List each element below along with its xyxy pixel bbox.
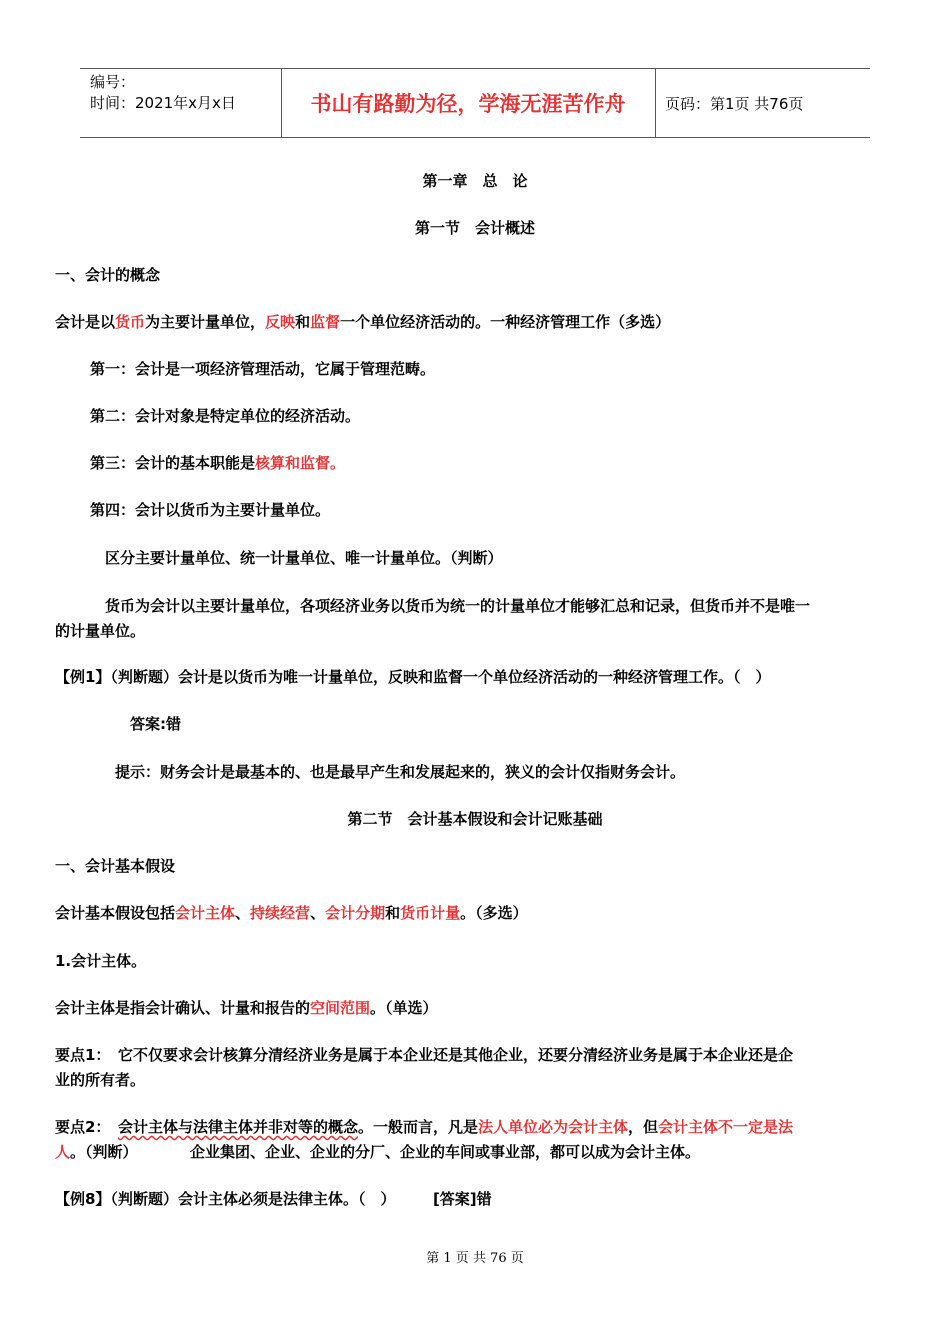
key-point: [55, 1117, 793, 1137]
header-meta: [90, 72, 236, 114]
text: 第三：会计的基本职能是: [90, 454, 256, 472]
highlight: 会计分期: [325, 904, 386, 922]
hint: 提示：财务会计是最基本的、也是最早产生和发展起来的，狭义的会计仅指财务会计。: [115, 763, 686, 781]
text: 、: [235, 904, 251, 922]
answer: 答案:错: [130, 715, 181, 733]
point-item: 第四：会计以货币为主要计量单位。: [90, 501, 331, 519]
text: 。（单选）: [370, 999, 438, 1017]
text: 、: [310, 904, 326, 922]
highlight: 会计主体不一定是法: [658, 1118, 794, 1136]
highlight: 空间范围: [310, 999, 371, 1017]
highlight: 会计主体: [175, 904, 236, 922]
highlight: 持续经营: [250, 904, 311, 922]
time-label: 时间：2021年x月x日: [90, 94, 236, 112]
underlined-text: 会计主体与法律主体并非对等的概念: [117, 1118, 358, 1136]
paragraph: [55, 998, 438, 1018]
header-page-info: 页码：第1页 共76页: [665, 95, 804, 113]
highlight: 法人单位必为会计主体: [477, 1118, 628, 1136]
point-item: 第二：会计对象是特定单位的经济活动。: [90, 407, 361, 425]
paragraph: 区分主要计量单位、统一计量单位、唯一计量单位。（判断）: [105, 549, 503, 567]
highlight: 人: [55, 1143, 71, 1161]
highlight: 核算和监督。: [255, 454, 346, 472]
text: 一个单位经济活动的。一种经济管理工作（多选）: [340, 313, 671, 331]
subheading: 1.会计主体。: [55, 952, 147, 970]
key-point: 业的所有者。: [55, 1071, 146, 1089]
heading: 一、会计基本假设: [55, 857, 176, 875]
key-point: 要点1： 它不仅要求会计核算分清经济业务是属于本企业还是其他企业，还要分清经济业务是属于本企业还是企: [55, 1046, 793, 1064]
assumption-paragraph: [55, 903, 528, 923]
text: 和: [385, 904, 401, 922]
key-point: [55, 1142, 700, 1162]
example-question: 【例8】（判断题）会计主体必须是法律主体。（ ） [答案]错: [55, 1190, 492, 1208]
header-divider: [655, 69, 656, 137]
text: ，但: [627, 1118, 658, 1136]
point-item: 第一：会计是一项经济管理活动，它属于管理范畴。: [90, 360, 436, 378]
highlight: 货币计量: [400, 904, 461, 922]
text: 和: [295, 313, 311, 331]
section-title: 第二节 会计基本假设和会计记账基础: [347, 810, 603, 828]
text: 。（多选）: [460, 904, 528, 922]
highlight: 监督: [310, 313, 341, 331]
document-header: [80, 68, 870, 138]
section-title: 第一节 会计概述: [414, 219, 535, 237]
paragraph: 货币为会计以主要计量单位，各项经济业务以货币为统一的计量单位才能够汇总和记录，但货币并不是唯一: [105, 597, 811, 615]
definition-paragraph: [55, 312, 670, 332]
highlight: 反映: [265, 313, 296, 331]
text: 要点2：: [55, 1118, 118, 1136]
text: 。一般而言，凡是: [357, 1118, 478, 1136]
text: 为主要计量单位，: [145, 313, 266, 331]
text: 。（判断） 企业集团、企业、企业的分厂、企业的车间或事业部，都可以成为会计主体。: [70, 1143, 701, 1161]
heading: 一、会计的概念: [55, 266, 161, 284]
number-label: 编号：: [90, 73, 136, 91]
chapter-title: 第一章 总 论: [422, 172, 528, 190]
page-footer: 第 1 页 共 76 页: [426, 1251, 524, 1266]
paragraph: 的计量单位。: [55, 622, 146, 640]
text: 会计基本假设包括: [55, 904, 176, 922]
text: 会计主体是指会计确认、计量和报告的: [55, 999, 311, 1017]
text: 会计是以: [55, 313, 116, 331]
highlight: 货币: [115, 313, 146, 331]
point-item: [90, 453, 345, 473]
header-motto: 书山有路勤为径，学海无涯苦作舟: [310, 92, 626, 116]
example-question: 【例1】（判断题）会计是以货币为唯一计量单位，反映和监督一个单位经济活动的一种经济管理工作。（ ）: [55, 668, 771, 686]
